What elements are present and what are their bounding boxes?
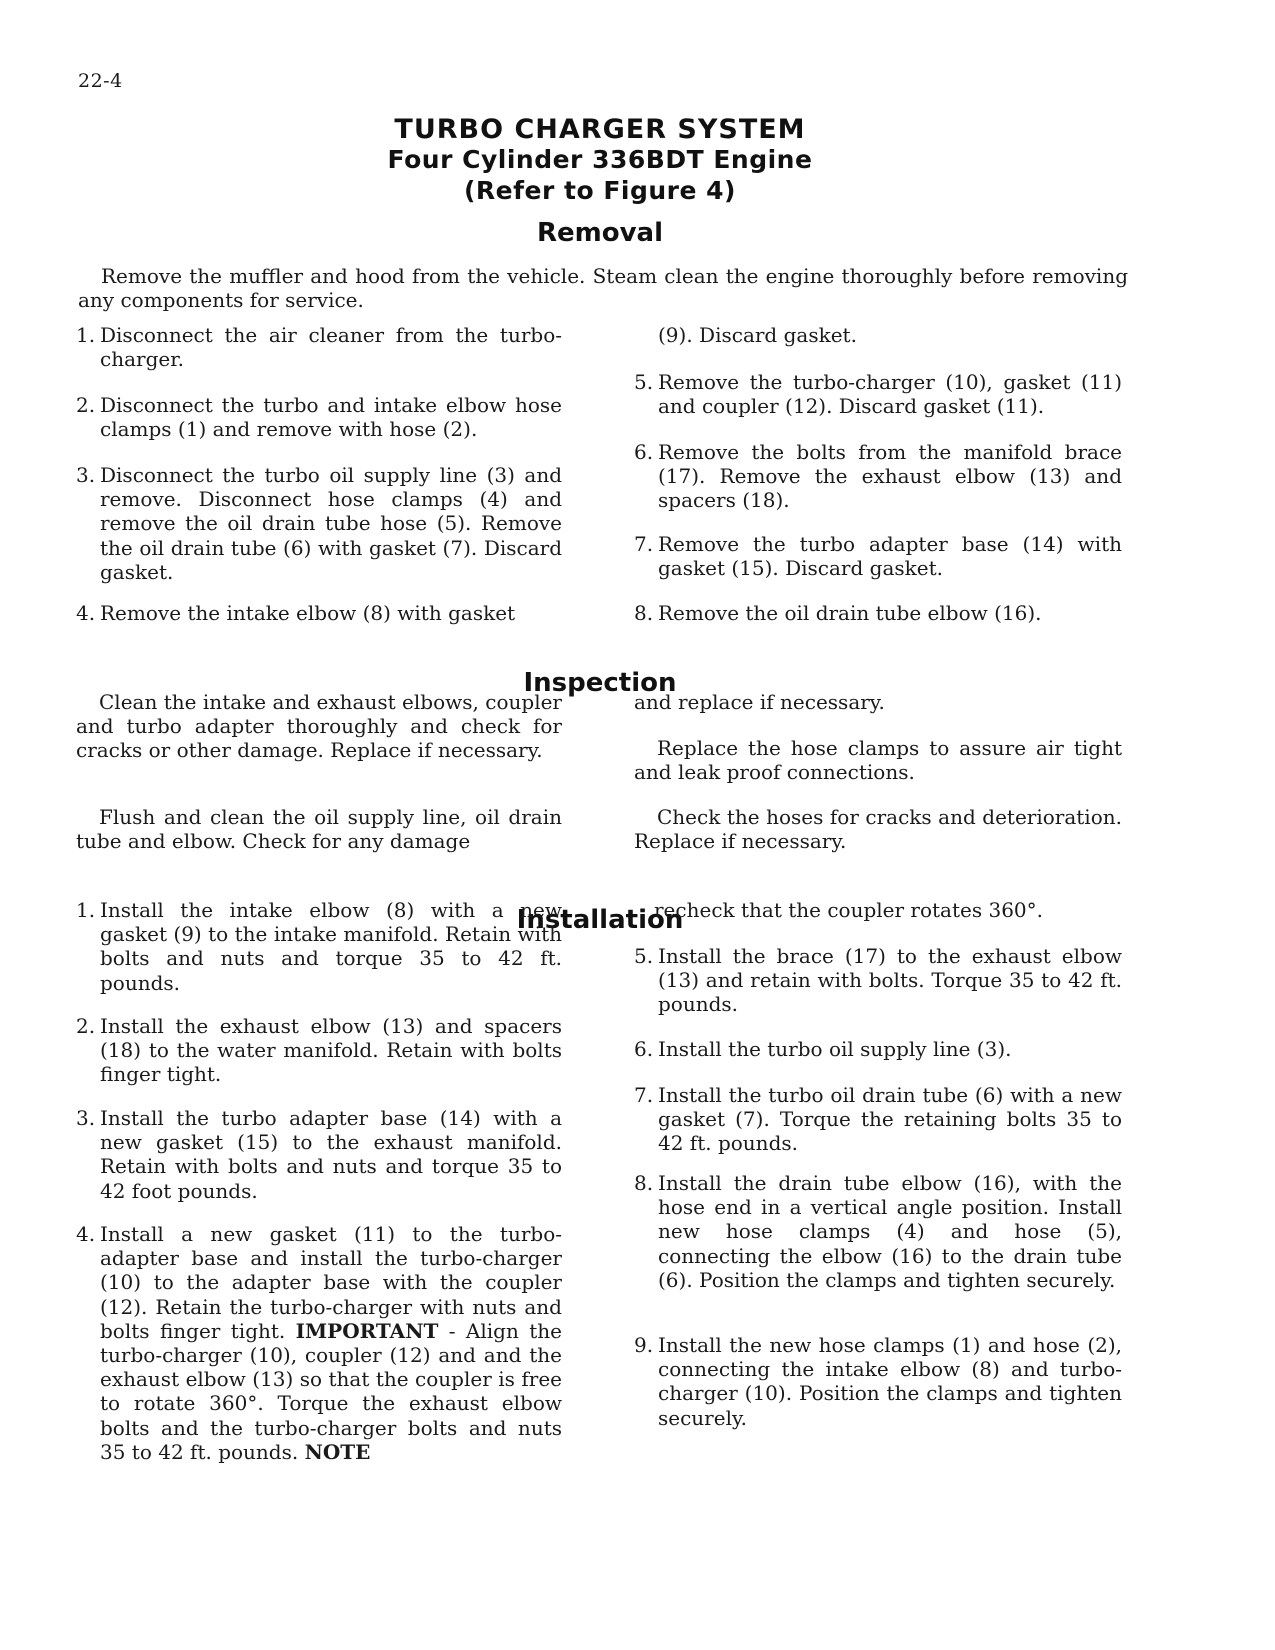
step-text: Install the new hose clamps (1) and hose (2), connecting the intake elbow (8) and turbo-charger (10). Position the clamps and tighten securely.: [658, 1333, 1122, 1430]
figure-reference: (Refer to Figure 4): [464, 176, 736, 205]
section-heading-inspection: Inspection: [523, 668, 677, 698]
step-text: Install the intake elbow (8) with a new gasket (9) to the intake manifold. Retain with bolts and nuts and torque 35 to 42 ft. pounds.: [100, 898, 562, 995]
step-text: Install the exhaust elbow (13) and spacers (18) to the water manifold. Retain with bolts finger tight.: [100, 1014, 562, 1087]
step-number: 6.: [634, 440, 654, 464]
step-number: 4.: [76, 1222, 96, 1246]
note-label: NOTE: [304, 1439, 371, 1464]
installation-step: [634, 1171, 1122, 1292]
step-text: Remove the intake elbow (8) with gasket: [100, 601, 516, 625]
inspection-paragraph: Flush and clean the oil supply line, oil drain tube and elbow. Check for any damage: [76, 805, 562, 854]
step-number: 2.: [76, 1014, 96, 1038]
removal-step: [634, 440, 1122, 513]
removal-step: [76, 323, 562, 371]
inspection-paragraph: Clean the intake and exhaust elbows, coupler and turbo adapter thoroughly and check for cracks or other damage. Replace if necessary.: [76, 690, 562, 763]
step-text: Install the turbo oil drain tube (6) with a new gasket (7). Torque the retaining bolts 35 to 42 ft. pounds.: [658, 1083, 1122, 1156]
installation-step: [634, 1083, 1122, 1156]
installation-step: [634, 1333, 1122, 1430]
page-title: TURBO CHARGER SYSTEM: [394, 114, 806, 145]
removal-intro: Remove the muffler and hood from the vehicle. Steam clean the engine thoroughly before removing any components for service.: [78, 264, 1128, 312]
important-label: IMPORTANT: [295, 1318, 439, 1343]
step-number: 8.: [634, 601, 654, 625]
step-number: 6.: [634, 1037, 654, 1061]
inspection-paragraph: Check the hoses for cracks and deterioration. Replace if necessary.: [634, 805, 1122, 854]
step-text: Disconnect the turbo oil supply line (3) and remove. Disconnect hose clamps (4) and remove the oil drain tube hose (5). Remove the oil drain tube (6) with gasket (7). Discard gasket.: [100, 463, 562, 584]
step-text-part: Install a new gasket (11) to the turbo-adapter base and install the turbo-charger (10) to the adapter base with the coupler (12). Retain the turbo-charger with nuts and bolts finger tight.: [100, 1222, 562, 1343]
step-text: Disconnect the air cleaner from the turbo-charger.: [100, 323, 562, 372]
step-number: 9.: [634, 1333, 654, 1357]
installation-step: [76, 1222, 562, 1464]
removal-step: [76, 601, 562, 625]
step-text: Install the brace (17) to the exhaust elbow (13) and retain with bolts. Torque 35 to 42 ft. pounds.: [658, 944, 1122, 1017]
installation-step-continuation: recheck that the coupler rotates 360°.: [654, 898, 1044, 922]
step-text: Remove the turbo adapter base (14) with gasket (15). Discard gasket.: [658, 532, 1122, 581]
step-number: 5.: [634, 370, 654, 394]
removal-step-continuation: (9). Discard gasket.: [658, 323, 857, 347]
step-text: Install the drain tube elbow (16), with the hose end in a vertical angle position. Install new hose clamps (4) and hose (5), connecting the elbow (16) to the drain tube (6). Position the clamps and tighten securely.: [658, 1171, 1122, 1292]
section-heading-installation: Installation: [516, 905, 684, 935]
step-text: Install the turbo adapter base (14) with a new gasket (15) to the exhaust manifold. Retain with bolts and nuts and torque 35 to 42 foot pounds.: [100, 1106, 562, 1203]
step-number: 3.: [76, 1106, 96, 1130]
removal-step: [634, 370, 1122, 418]
step-number: 8.: [634, 1171, 654, 1195]
step-number: 5.: [634, 944, 654, 968]
step-text-part: - Align the turbo-charger (10), coupler (12) and and the exhaust elbow (13) so that the coupler is free to rotate 360°. Torque the exhaust elbow bolts and the turbo-charger bolts and nuts 35 to 42 ft. pounds.: [100, 1318, 562, 1464]
page-subtitle: Four Cylinder 336BDT Engine: [387, 145, 813, 174]
step-number: 7.: [634, 532, 654, 556]
installation-step: [76, 1106, 562, 1203]
step-text: Remove the oil drain tube elbow (16).: [658, 601, 1042, 625]
installation-step: [634, 1037, 1122, 1061]
step-text: [100, 1222, 562, 1464]
step-number: 2.: [76, 393, 96, 417]
removal-step: [634, 601, 1122, 625]
page-number: 22-4: [78, 70, 123, 92]
step-number: 7.: [634, 1083, 654, 1107]
inspection-paragraph-continuation: and replace if necessary.: [634, 690, 885, 714]
step-number: 3.: [76, 463, 96, 487]
step-number: 1.: [76, 323, 96, 347]
removal-step: [76, 393, 562, 441]
section-heading-removal: Removal: [536, 218, 663, 248]
installation-step: [634, 944, 1122, 1017]
step-text: Install the turbo oil supply line (3).: [658, 1037, 1012, 1061]
step-number: 1.: [76, 898, 96, 922]
inspection-paragraph: Replace the hose clamps to assure air tight and leak proof connections.: [634, 736, 1122, 785]
step-text: Remove the bolts from the manifold brace (17). Remove the exhaust elbow (13) and spacers (18).: [658, 440, 1122, 513]
removal-step: [634, 532, 1122, 580]
removal-step: [76, 463, 562, 584]
step-text: Remove the turbo-charger (10), gasket (11) and coupler (12). Discard gasket (11).: [658, 370, 1122, 419]
step-number: 4.: [76, 601, 96, 625]
installation-step: [76, 898, 562, 995]
installation-step: [76, 1014, 562, 1087]
step-text: Disconnect the turbo and intake elbow hose clamps (1) and remove with hose (2).: [100, 393, 562, 442]
